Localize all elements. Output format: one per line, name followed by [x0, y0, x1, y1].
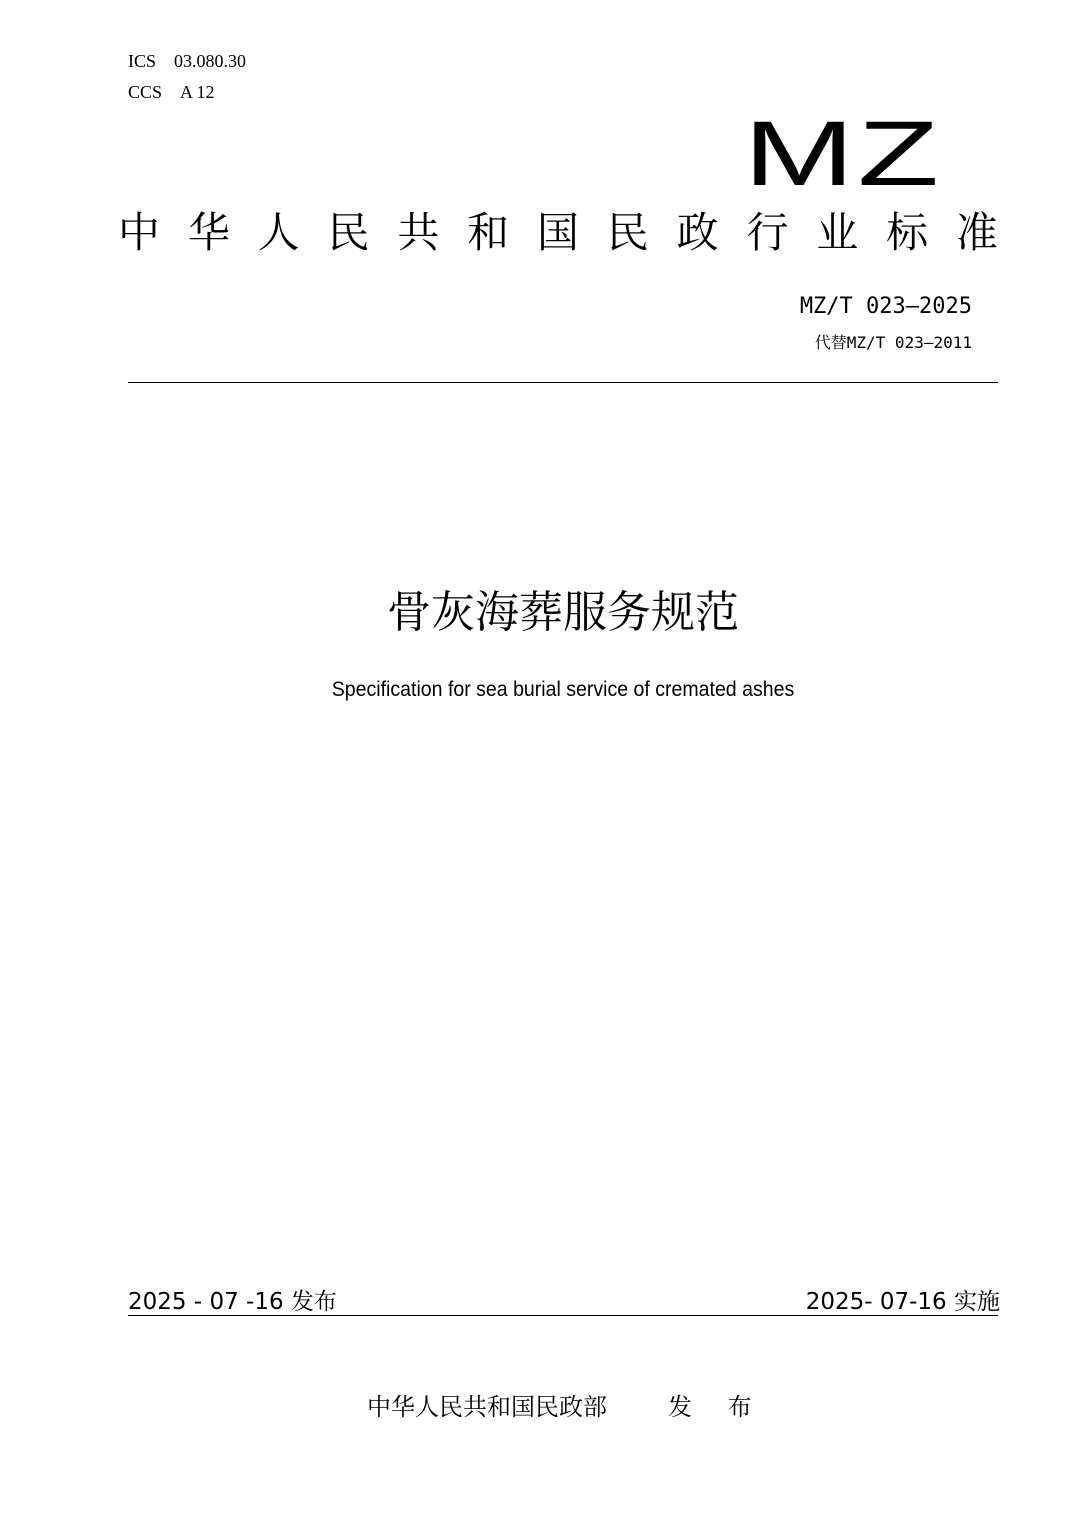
document-title-english: Specification for sea burial service of cremated ashes: [331, 678, 795, 701]
bottom-divider: [128, 1315, 998, 1316]
title-char: 人: [257, 208, 300, 257]
title-char: 准: [955, 208, 998, 257]
issue-date: 2025 - 07 -16 发布: [128, 1289, 337, 1315]
replaces-standard: 代替MZ/T 023—2011: [814, 333, 972, 352]
issuing-authority: 中华人民共和国民政部: [367, 1393, 607, 1421]
title-char: 行: [746, 208, 789, 257]
document-title-chinese: 骨灰海葬服务规范: [387, 587, 739, 638]
top-divider: [128, 382, 998, 383]
title-char: 中: [118, 208, 161, 257]
title-char: 民: [327, 208, 370, 257]
title-char: 共: [397, 208, 440, 257]
title-char: 和: [467, 208, 510, 257]
title-char: 民: [606, 208, 649, 257]
standard-number: MZ/T 023—2025: [799, 294, 972, 319]
issue-action: 发 布: [668, 1393, 766, 1421]
title-char: 国: [536, 208, 579, 257]
title-char: 政: [676, 208, 719, 257]
ics-code: ICS 03.080.30: [128, 51, 247, 71]
ccs-code: CCS A 12: [128, 82, 215, 102]
mz-logo: MZ: [743, 103, 942, 205]
title-char: 业: [816, 208, 859, 257]
title-char: 标: [886, 208, 929, 257]
title-char: 华: [187, 208, 230, 257]
standard-category-title: [118, 203, 998, 263]
implementation-date: 2025- 07-16 实施: [805, 1289, 1000, 1315]
